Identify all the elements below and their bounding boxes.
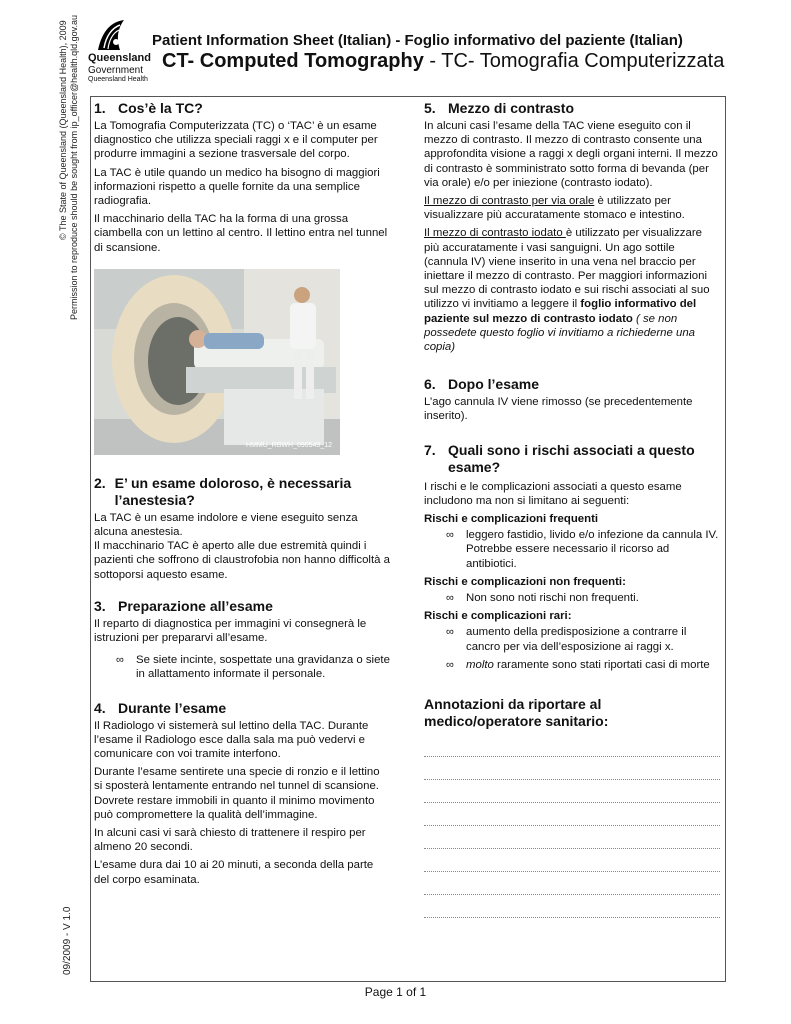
section-3-p1: Il reparto di diagnostica per immagini vi consegnerà le istruzioni per prepararvi all’esame. (94, 617, 367, 645)
photo-caption: HMMU_RBWH_090549_12 (246, 441, 332, 449)
risks-rare-heading: Rischi e complicazioni rari: (424, 610, 572, 623)
copyright-notice: © The State of Queensland (Queensland Health), 2009 (58, 20, 68, 240)
section-6-heading: 6. Dopo l’esame (424, 376, 540, 393)
note-line (424, 803, 720, 826)
section-1-heading: 1. Cos’è la TC? (94, 100, 203, 116)
notes-area[interactable] (424, 734, 720, 918)
page-number: Page 1 of 1 (364, 985, 427, 999)
section-5-p3: Il mezzo di contrasto iodato è utilizzato per visualizzare più accuratamente i vasi sanguigni. Un ago sottile (cannula IV) viene inserito in una vena nel braccio per iniettare il mezzo di contrasto. Per maggiori informazioni sul mezzo di contrasto iodato e sui rischi associati al suo utilizzo vi invitiamo a leggere il foglio informativo del paziente sul mezzo di contrasto iodato ( se non possedete questo foglio vi invitiamo a richiederne una copia) (424, 227, 710, 354)
section-5-p2: Il mezzo di contrasto per via orale è utilizzato per visualizzare più accuratamente stomaco e intestino. (424, 195, 685, 222)
note-line (424, 895, 720, 918)
section-5-heading: 5. Mezzo di contrasto (424, 100, 575, 116)
section-3-bullet: ∞ Se siete incinte, sospettate una gravidanza o siete in allattamento informate il personale. (116, 654, 390, 681)
permission-notice: Permission to reproduce should be sought from ip_officer@health.qld.gov.au (69, 15, 79, 320)
section-4-p4: L’esame dura dai 10 ai 20 minuti, a seconda della parte del corpo esaminata. (94, 859, 374, 886)
section-1-p2: La TAC è utile quando un medico ha bisogno di maggiori informazioni rispetto a quelle fornite da una semplice radiografia. (94, 166, 380, 208)
document-subtitle: Patient Information Sheet (Italian) - Foglio informativo del paziente (Italian) (152, 32, 683, 49)
note-line (424, 757, 720, 780)
version-label: 09/2009 - V 1.0 (62, 906, 73, 975)
logo-line1: Queensland (88, 52, 151, 64)
section-4-p1: Il Radiologo vi sistemerà sul lettino della TAC. Durante l’esame il Radiologo esce dalla sala ma può vedervi e comunicare con voi tramite interfono. (94, 719, 369, 761)
bullet-icon: ∞ (446, 592, 454, 605)
bullet-icon: ∞ (446, 626, 454, 639)
note-line (424, 734, 720, 757)
note-line (424, 780, 720, 803)
section-2-p2: Il macchinario TAC è aperto alle due estremità quindi i pazienti che soffrono di claustrofobia non hanno difficoltà a sottoporsi aquesto esame. (94, 540, 390, 581)
risk-rare-item-1: ∞ aumento della predisposizione a contrarre il cancro per via dell’esposizione ai raggi x. (446, 626, 687, 653)
note-line (424, 849, 720, 872)
section-6-p1: L’ago cannula IV viene rimosso (se precedentemente inserito). (424, 396, 693, 423)
logo-line2: Government (88, 65, 144, 76)
section-2-heading: 2. E’ un esame doloroso, è necessaria l’anestesia? (94, 474, 352, 508)
section-1-p3: Il macchinario della TAC ha la forma di una grossa ciambella con un lettino al centro. Il lettino entra nel tunnel di scansione. (94, 213, 388, 254)
section-4-p3: In alcuni casi vi sarà chiesto di trattenere il respiro per almeno 20 secondi. (94, 827, 366, 854)
ct-scanner-illustration (94, 269, 340, 455)
title-bold: CT- Computed Tomography (162, 50, 424, 72)
risks-infrequent-heading: Rischi e complicazioni non frequenti: (424, 575, 626, 588)
bullet-icon: ∞ (116, 654, 124, 667)
left-column (94, 100, 390, 891)
note-line (424, 872, 720, 895)
logo-line3: Queensland Health (88, 76, 148, 83)
note-line (424, 826, 720, 849)
bullet-icon: ∞ (446, 529, 454, 542)
ct-scanner-photo (94, 269, 340, 455)
queensland-government-logo (80, 18, 150, 88)
crest-icon (94, 18, 130, 54)
title-rest: - TC- Tomografia Computerizzata (423, 50, 725, 72)
notes-heading: Annotazioni da riportare al medico/operatore sanitario: (424, 696, 609, 730)
bullet-icon: ∞ (446, 658, 454, 671)
section-5-p1: In alcuni casi l’esame della TAC viene eseguito con il mezzo di contrasto. Il mezzo di contrasto consente una approfondita visione a raggi x degli organi interni. Il mezzo di contrasto è somministrato sotto forma di bevanda (per via orale) e/o per iniezione (contrasto iodato). (424, 120, 718, 189)
risk-frequent-item: ∞ leggero fastidio, livido e/o infezione da cannula IV. Potrebbe essere necessario il ricorso ad antibiotici. (446, 529, 719, 570)
section-3-heading: 3. Preparazione all’esame (94, 597, 273, 614)
risk-infrequent-item: ∞ Non sono noti rischi non frequenti. (446, 592, 639, 605)
section-7-heading: 7. Quali sono i rischi associati a questo esame? (424, 441, 695, 475)
right-column (424, 100, 720, 918)
section-4-p2: Durante l’esame sentirete una specie di ronzio e il lettino si sposterà lentamente entrando nel tunnel di scansione. Dovrete restare immobili in quanto il minimo movimento può compromettere la qualità dell’immagine. (94, 766, 380, 821)
section-1-p1: La Tomografia Computerizzata (TC) o ‘TAC’ è un esame diagnostico che utilizza speciali raggi x e il computer per produrre immagini a sezione trasversale del corpo. (94, 120, 378, 161)
document-title (162, 50, 724, 73)
section-2-p1: La TAC è un esame indolore e viene eseguito senza alcuna anestesia. (94, 511, 358, 539)
section-4-heading: 4. Durante l’esame (94, 699, 227, 716)
section-7-p1: I rischi e le complicazioni associati a questo esame includono ma non si limitano ai seguenti: (424, 480, 682, 507)
risk-rare-item-2: ∞ molto raramente sono stati riportati casi di morte (446, 658, 710, 671)
risks-frequent-heading: Rischi e complicazioni frequenti (424, 513, 599, 526)
